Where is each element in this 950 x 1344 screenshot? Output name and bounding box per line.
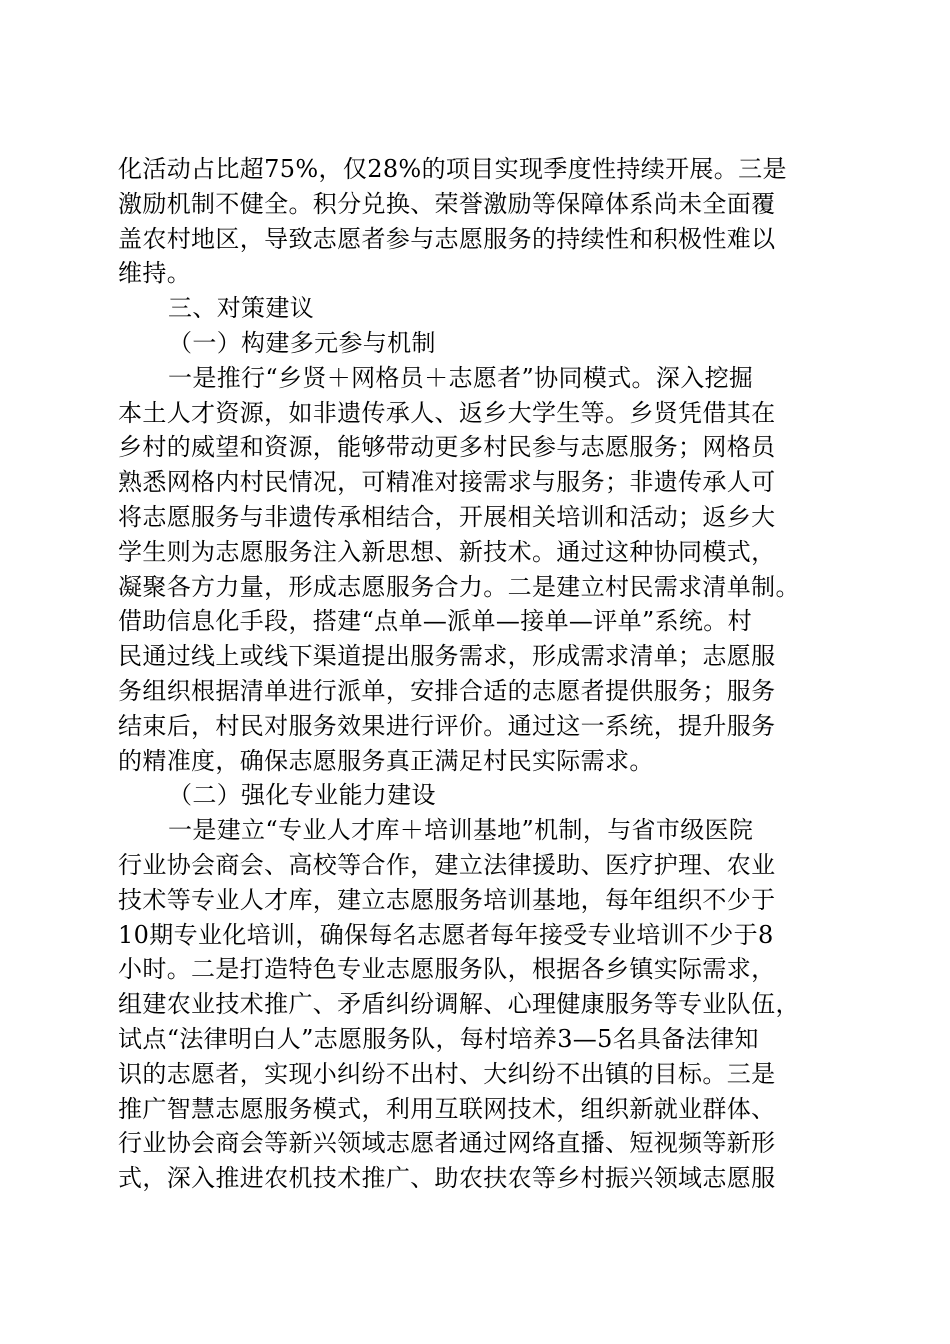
text-line: 务组织根据清单进行派单，安排合适的志愿者提供服务；服务 [118, 676, 776, 705]
text-line: 熟悉网格内村民情况，可精准对接需求与服务；非遗传承人可 [118, 468, 776, 497]
text-line: 式，深入推进农机技术推广、助农扶农等乡村振兴领域志愿服 [118, 1164, 776, 1193]
text-line: 乡村的威望和资源，能够带动更多村民参与志愿服务；网格员 [118, 433, 776, 462]
text-line: 凝聚各方力量，形成志愿服务合力。二是建立村民需求清单制。 [118, 572, 800, 601]
text-line: 化活动占比超75%，仅28%的项目实现季度性持续开展。三是 [118, 155, 787, 183]
text-line: 学生则为志愿服务注入新思想、新技术。通过这种协同模式， [118, 537, 776, 566]
text-line: 10期专业化培训，确保每名志愿者每年接受专业培训不少于8 [118, 920, 774, 949]
text-line: 行业协会商会等新兴领域志愿者通过网络直播、短视频等新形 [118, 1129, 776, 1158]
text-line: 将志愿服务与非遗传承相结合，开展相关培训和活动；返乡大 [118, 502, 776, 531]
text-line: 识的志愿者，实现小纠纷不出村、大纠纷不出镇的目标。三是 [118, 1059, 776, 1088]
text-line: 组建农业技术推广、矛盾纠纷调解、心理健康服务等专业队伍， [118, 990, 800, 1019]
text-line: 小时。二是打造特色专业志愿服务队，根据各乡镇实际需求， [118, 955, 776, 984]
text-line: 民通过线上或线下渠道提出服务需求，形成需求清单；志愿服 [118, 642, 776, 671]
text-line: 技术等专业人才库，建立志愿服务培训基地，每年组织不少于 [118, 885, 776, 914]
text-line: 行业协会商会、高校等合作，建立法律援助、医疗护理、农业 [118, 850, 776, 879]
text-line: 激励机制不健全。积分兑换、荣誉激励等保障体系尚未全面覆 [118, 189, 776, 218]
text-line: 结束后，村民对服务效果进行评价。通过这一系统，提升服务 [118, 711, 776, 740]
paragraph-first-line: 一是建立“专业人才库＋培训基地”机制，与省市级医院 [168, 816, 754, 845]
text-line: 盖农村地区，导致志愿者参与志愿服务的持续性和积极性难以 [118, 224, 776, 253]
text-line: 借助信息化手段，搭建“点单—派单—接单—评单”系统。村 [118, 607, 752, 636]
section-heading: 三、对策建议 [168, 294, 315, 323]
text-line: 的精准度，确保志愿服务真正满足村民实际需求。 [118, 746, 654, 775]
text-line: 推广智慧志愿服务模式，利用互联网技术，组织新就业群体、 [118, 1094, 776, 1123]
text-line: 试点“法律明白人”志愿服务队，每村培养3—5名具备法律知 [118, 1024, 759, 1053]
subsection-heading: （二）强化专业能力建设 [168, 781, 436, 810]
paragraph-first-line: 一是推行“乡贤＋网格员＋志愿者”协同模式。深入挖掘 [168, 363, 754, 392]
text-line: 维持。 [118, 259, 192, 288]
text-line: 本土人才资源，如非遗传承人、返乡大学生等。乡贤凭借其在 [118, 398, 776, 427]
document-body [118, 152, 832, 1196]
subsection-heading: （一）构建多元参与机制 [168, 328, 436, 357]
